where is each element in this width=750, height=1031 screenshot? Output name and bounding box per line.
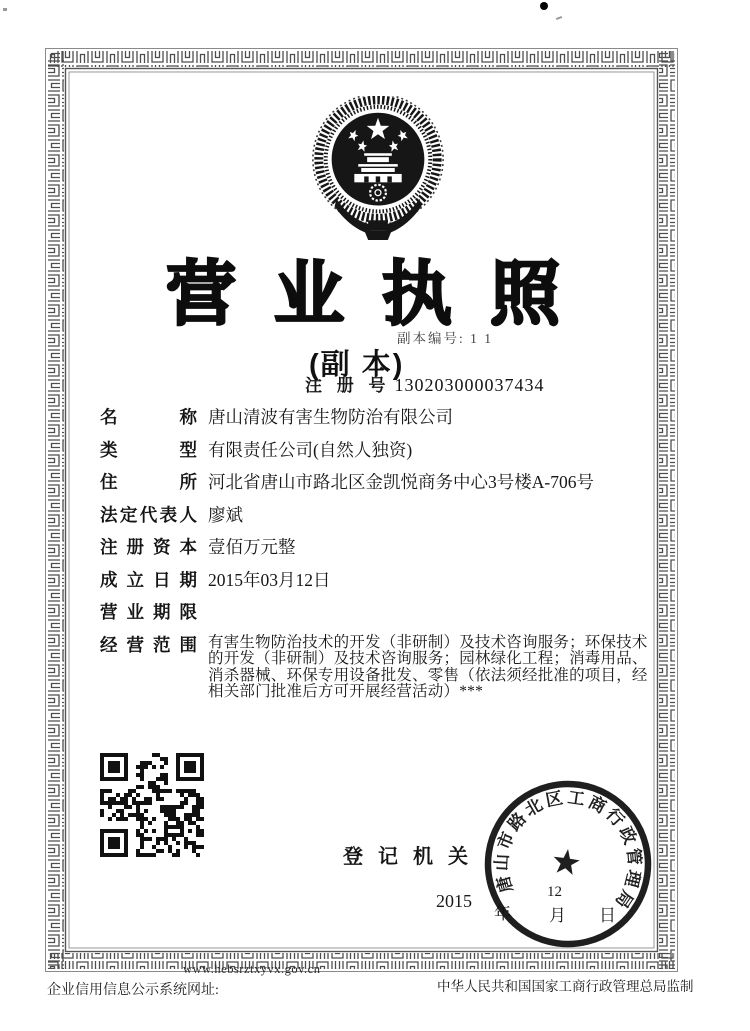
field-value: 廖斌 <box>208 504 243 525</box>
field-row-term <box>100 602 656 623</box>
field-row-founded <box>100 570 656 591</box>
scan-artifact-dash <box>3 8 7 11</box>
field-row-address <box>100 472 656 493</box>
scan-artifact-dash <box>556 16 562 20</box>
field-value: 壹佰万元整 <box>208 537 296 557</box>
field-label: 名称 <box>100 407 197 427</box>
field-value: 有害生物防治技术的开发（非研制）及技术咨询服务；环保技术的开发（非研制）及技术咨询服务；园林绿化工程；消毒用品、消杀器械、环保专用设备批发、零售（依法须经批准的项目，经相关部门批准后方可开展经营活动）*** <box>208 633 648 700</box>
field-value: 唐山清波有害生物防治有限公司 <box>208 407 453 427</box>
issue-date-year: 2015 <box>436 891 472 911</box>
field-row-name <box>100 407 656 428</box>
field-value: 有限责任公司(自然人独资) <box>208 439 413 460</box>
registration-number-value: 130203000037434 <box>394 375 545 395</box>
fields-table <box>100 407 656 701</box>
copy-number-note: 副本编号: 1 1 <box>397 331 494 346</box>
footer-credit-label: 企业信用信息公示系统网址: <box>47 983 219 998</box>
field-value: 2015年03月12日 <box>208 569 331 590</box>
field-row-type <box>100 440 656 461</box>
national-emblem-icon <box>301 96 455 244</box>
issue-date-day-unit: 日 <box>599 906 616 925</box>
seal-text: 唐山市路北区工商行政管理局 <box>491 787 645 914</box>
field-label: 经营范围 <box>100 634 197 655</box>
field-value: 河北省唐山市路北区金凯悦商务中心3号楼A-706号 <box>208 472 594 492</box>
field-row-scope <box>100 635 656 701</box>
field-label: 法定代表人 <box>100 504 197 525</box>
page-title: 营业执照 <box>166 255 598 333</box>
copy-label: (副 本) <box>309 349 405 381</box>
field-row-legal-rep <box>100 505 656 526</box>
footer-credit-url: www.hebsrztxyvx.gov.cn <box>183 962 321 976</box>
registrar-label: 登记机关 <box>343 846 483 868</box>
issue-date-month: 12 <box>547 884 562 900</box>
official-seal <box>478 774 658 954</box>
field-value <box>208 602 655 623</box>
footer-issuer-note: 中华人民共和国国家工商行政管理总局监制 <box>437 979 694 994</box>
issue-date-year-unit: 年 <box>494 904 511 923</box>
scan-artifact-dot <box>540 2 548 10</box>
field-label: 住所 <box>100 472 197 492</box>
field-row-capital <box>100 537 656 558</box>
field-label: 注册资本 <box>100 537 197 557</box>
registration-number-label: 注 册 号 <box>305 376 391 395</box>
issue-date-month-unit: 月 <box>549 906 566 925</box>
field-label: 成立日期 <box>100 569 197 590</box>
seal-star-icon <box>552 847 581 875</box>
qr-code <box>100 753 204 857</box>
field-label: 营业期限 <box>100 602 197 622</box>
field-label: 类型 <box>100 439 197 460</box>
